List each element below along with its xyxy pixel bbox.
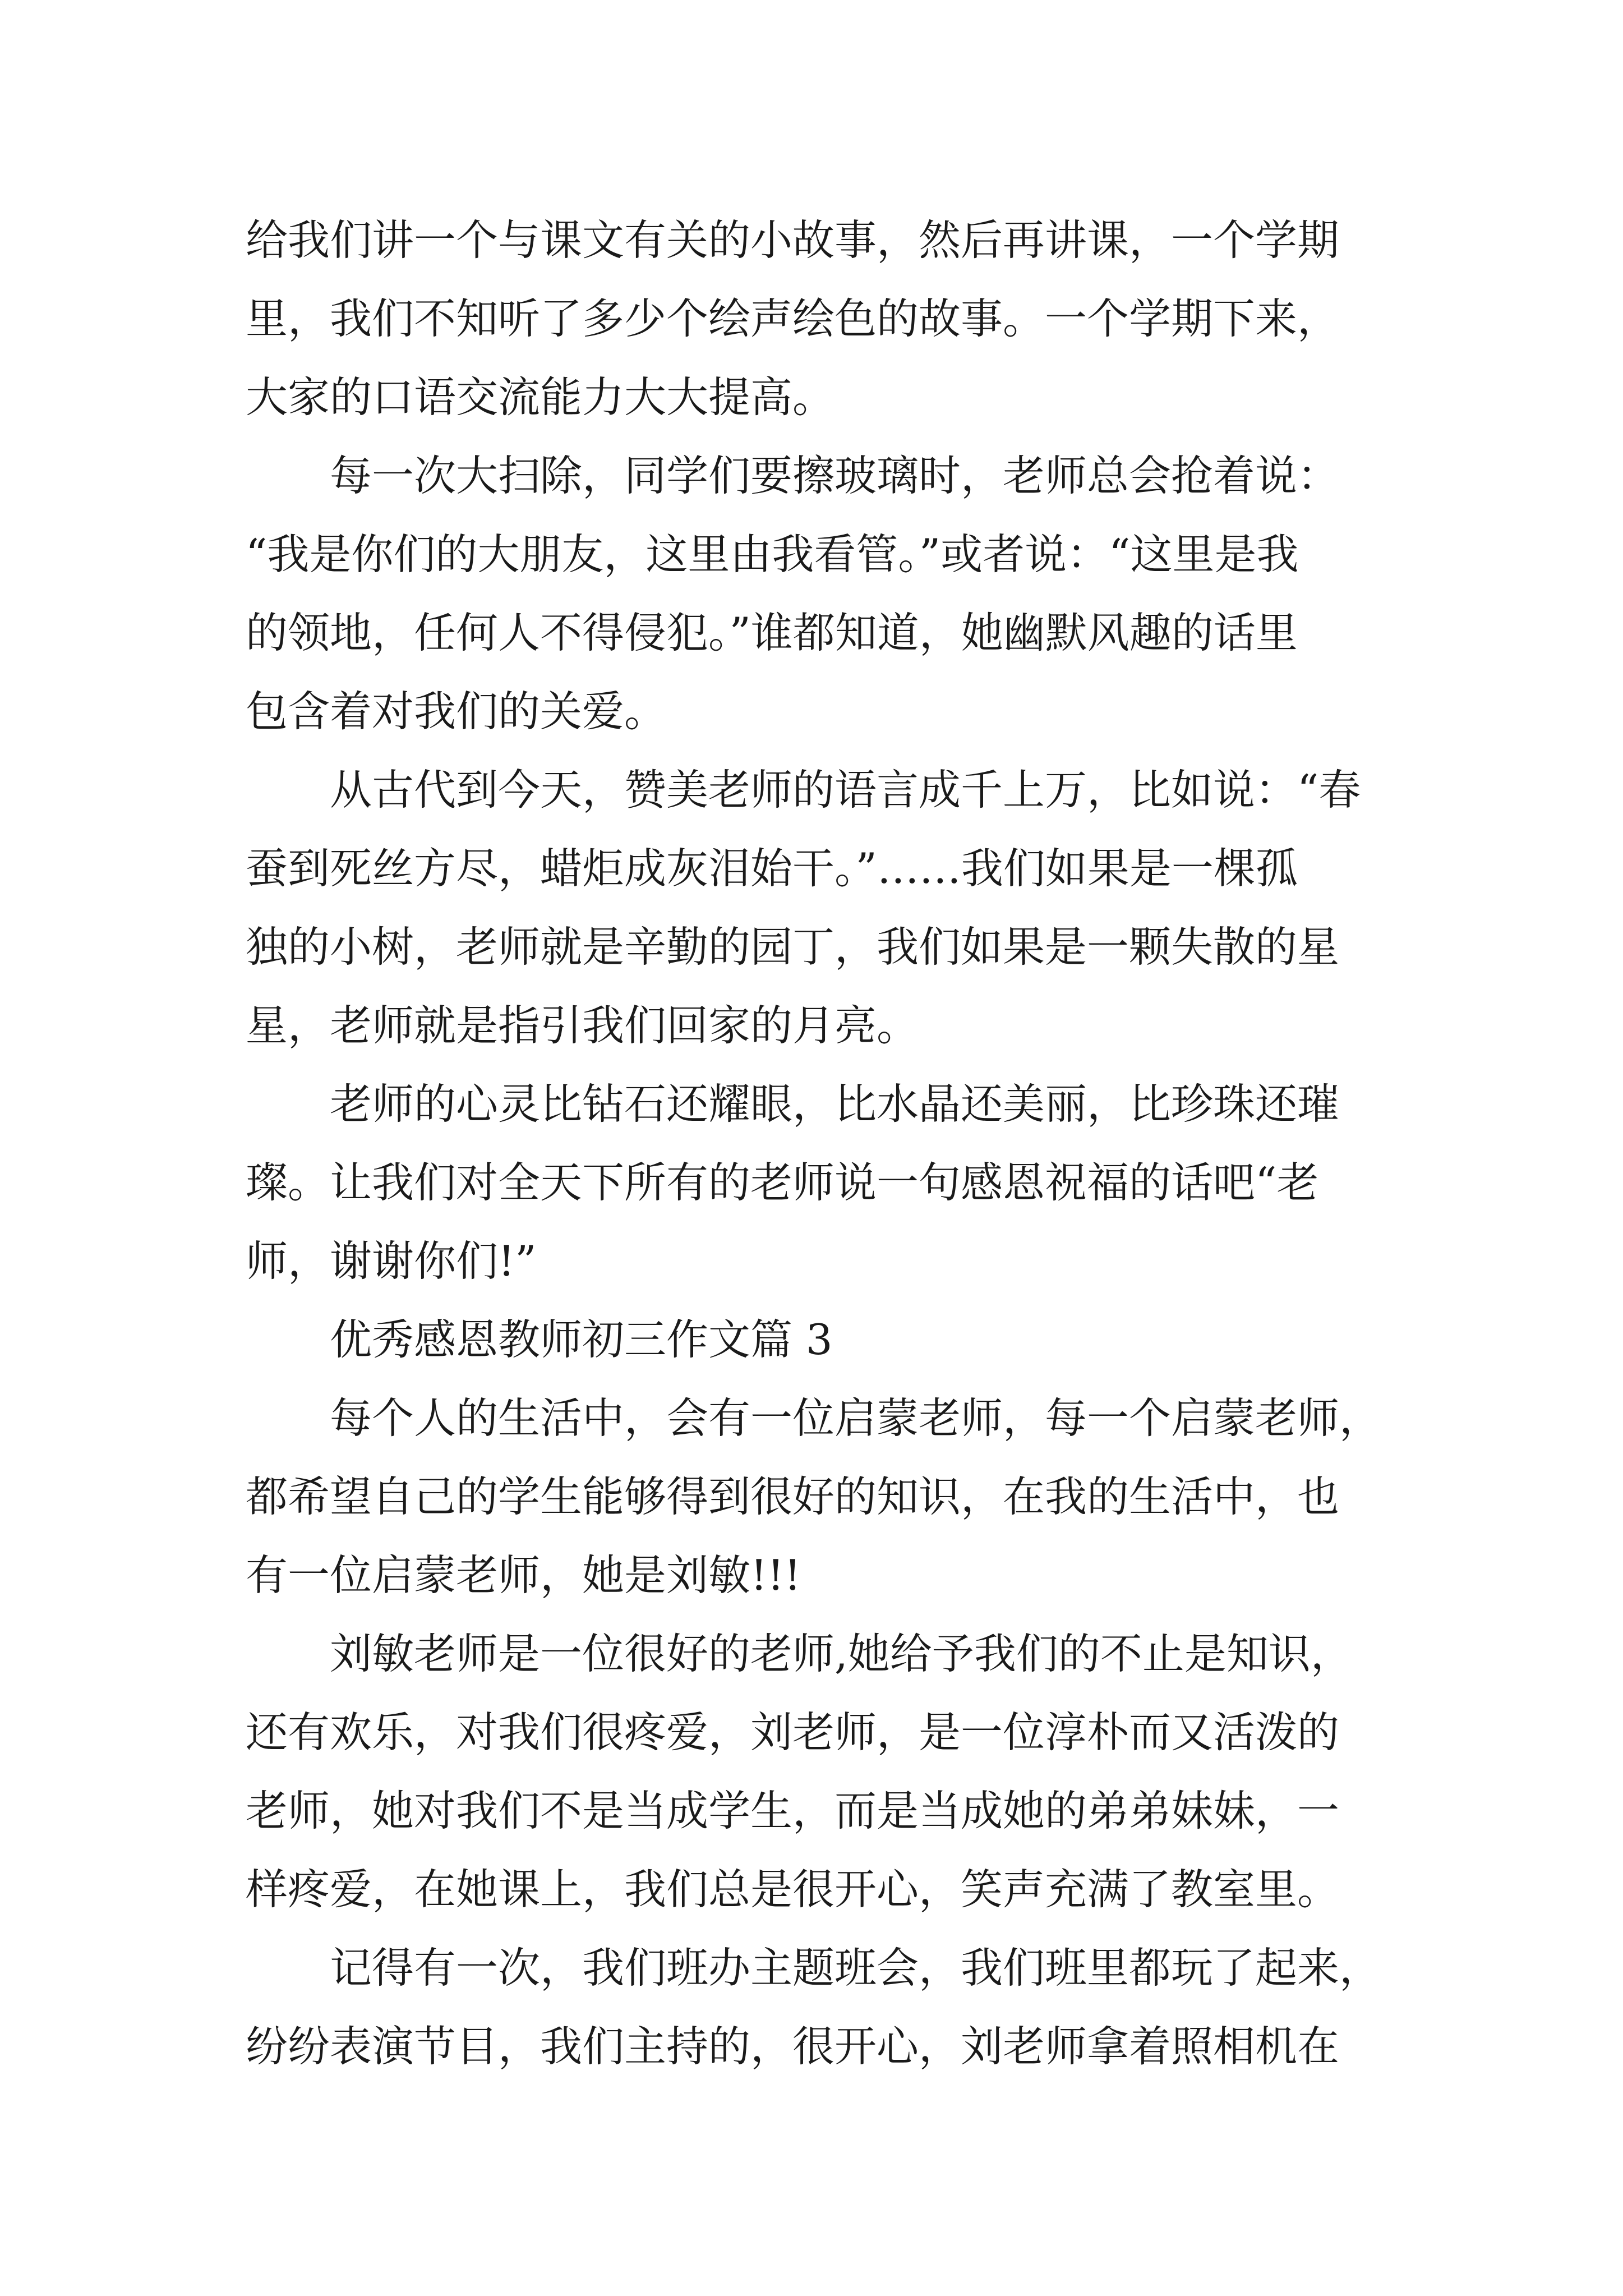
text-line: 优秀感恩教师初三作文篇 3	[330, 1315, 833, 1364]
text-line: 有一位启蒙老师，她是刘敏!!!	[246, 1550, 801, 1600]
document-body	[246, 201, 1390, 2086]
text-line: “我是你们的大朋友，这里由我看管。”或者说：“这里是我	[246, 530, 1299, 579]
text-line: 刘敏老师是一位很好的老师,她给予我们的不止是知识，	[330, 1629, 1353, 1678]
text-line: 的领地，任何人不得侵犯。”谁都知道，她幽默风趣的话里	[246, 608, 1298, 657]
text-line: 大家的口语交流能力大大提高。	[246, 372, 835, 422]
text-line: 包含着对我们的关爱。	[246, 687, 667, 736]
text-line: 样疼爱，在她课上，我们总是很开心，笑声充满了教室里。	[246, 1865, 1340, 1914]
text-line: 纷纷表演节目，我们主持的，很开心，刘老师拿着照相机在	[246, 2022, 1340, 2071]
text-line: 老师的心灵比钻石还耀眼，比水晶还美丽，比珍珠还璀	[330, 1079, 1340, 1129]
text-line: 还有欢乐，对我们很疼爱，刘老师，是一位淳朴而又活泼的	[246, 1708, 1340, 1757]
text-line: 每个人的生活中，会有一位启蒙老师，每一个启蒙老师，	[330, 1393, 1382, 1443]
text-line: 每一次大扫除，同学们要擦玻璃时，老师总会抢着说：	[330, 451, 1340, 500]
text-line: 师，谢谢你们!”	[246, 1236, 537, 1286]
text-line: 星，老师就是指引我们回家的月亮。	[246, 1001, 919, 1050]
text-line: 里，我们不知听了多少个绘声绘色的故事。一个学期下来，	[246, 294, 1340, 343]
text-line: 记得有一次，我们班办主题班会，我们班里都玩了起来，	[330, 1943, 1382, 1993]
text-line: 璨。让我们对全天下所有的老师说一句感恩祝福的话吧“老	[246, 1158, 1319, 1207]
text-line: 独的小树，老师就是辛勤的园丁，我们如果是一颗失散的星	[246, 922, 1340, 972]
text-line: 都希望自己的学生能够得到很好的知识，在我的生活中，也	[246, 1472, 1340, 1521]
text-line: 蚕到死丝方尽，蜡炬成灰泪始干。”……我们如果是一棵孤	[246, 844, 1298, 893]
text-line: 从古代到今天，赞美老师的语言成千上万，比如说：“春	[330, 765, 1361, 815]
text-line: 给我们讲一个与课文有关的小故事，然后再讲课，一个学期	[246, 215, 1340, 265]
text-line: 老师，她对我们不是当成学生，而是当成她的弟弟妹妹，一	[246, 1786, 1340, 1835]
